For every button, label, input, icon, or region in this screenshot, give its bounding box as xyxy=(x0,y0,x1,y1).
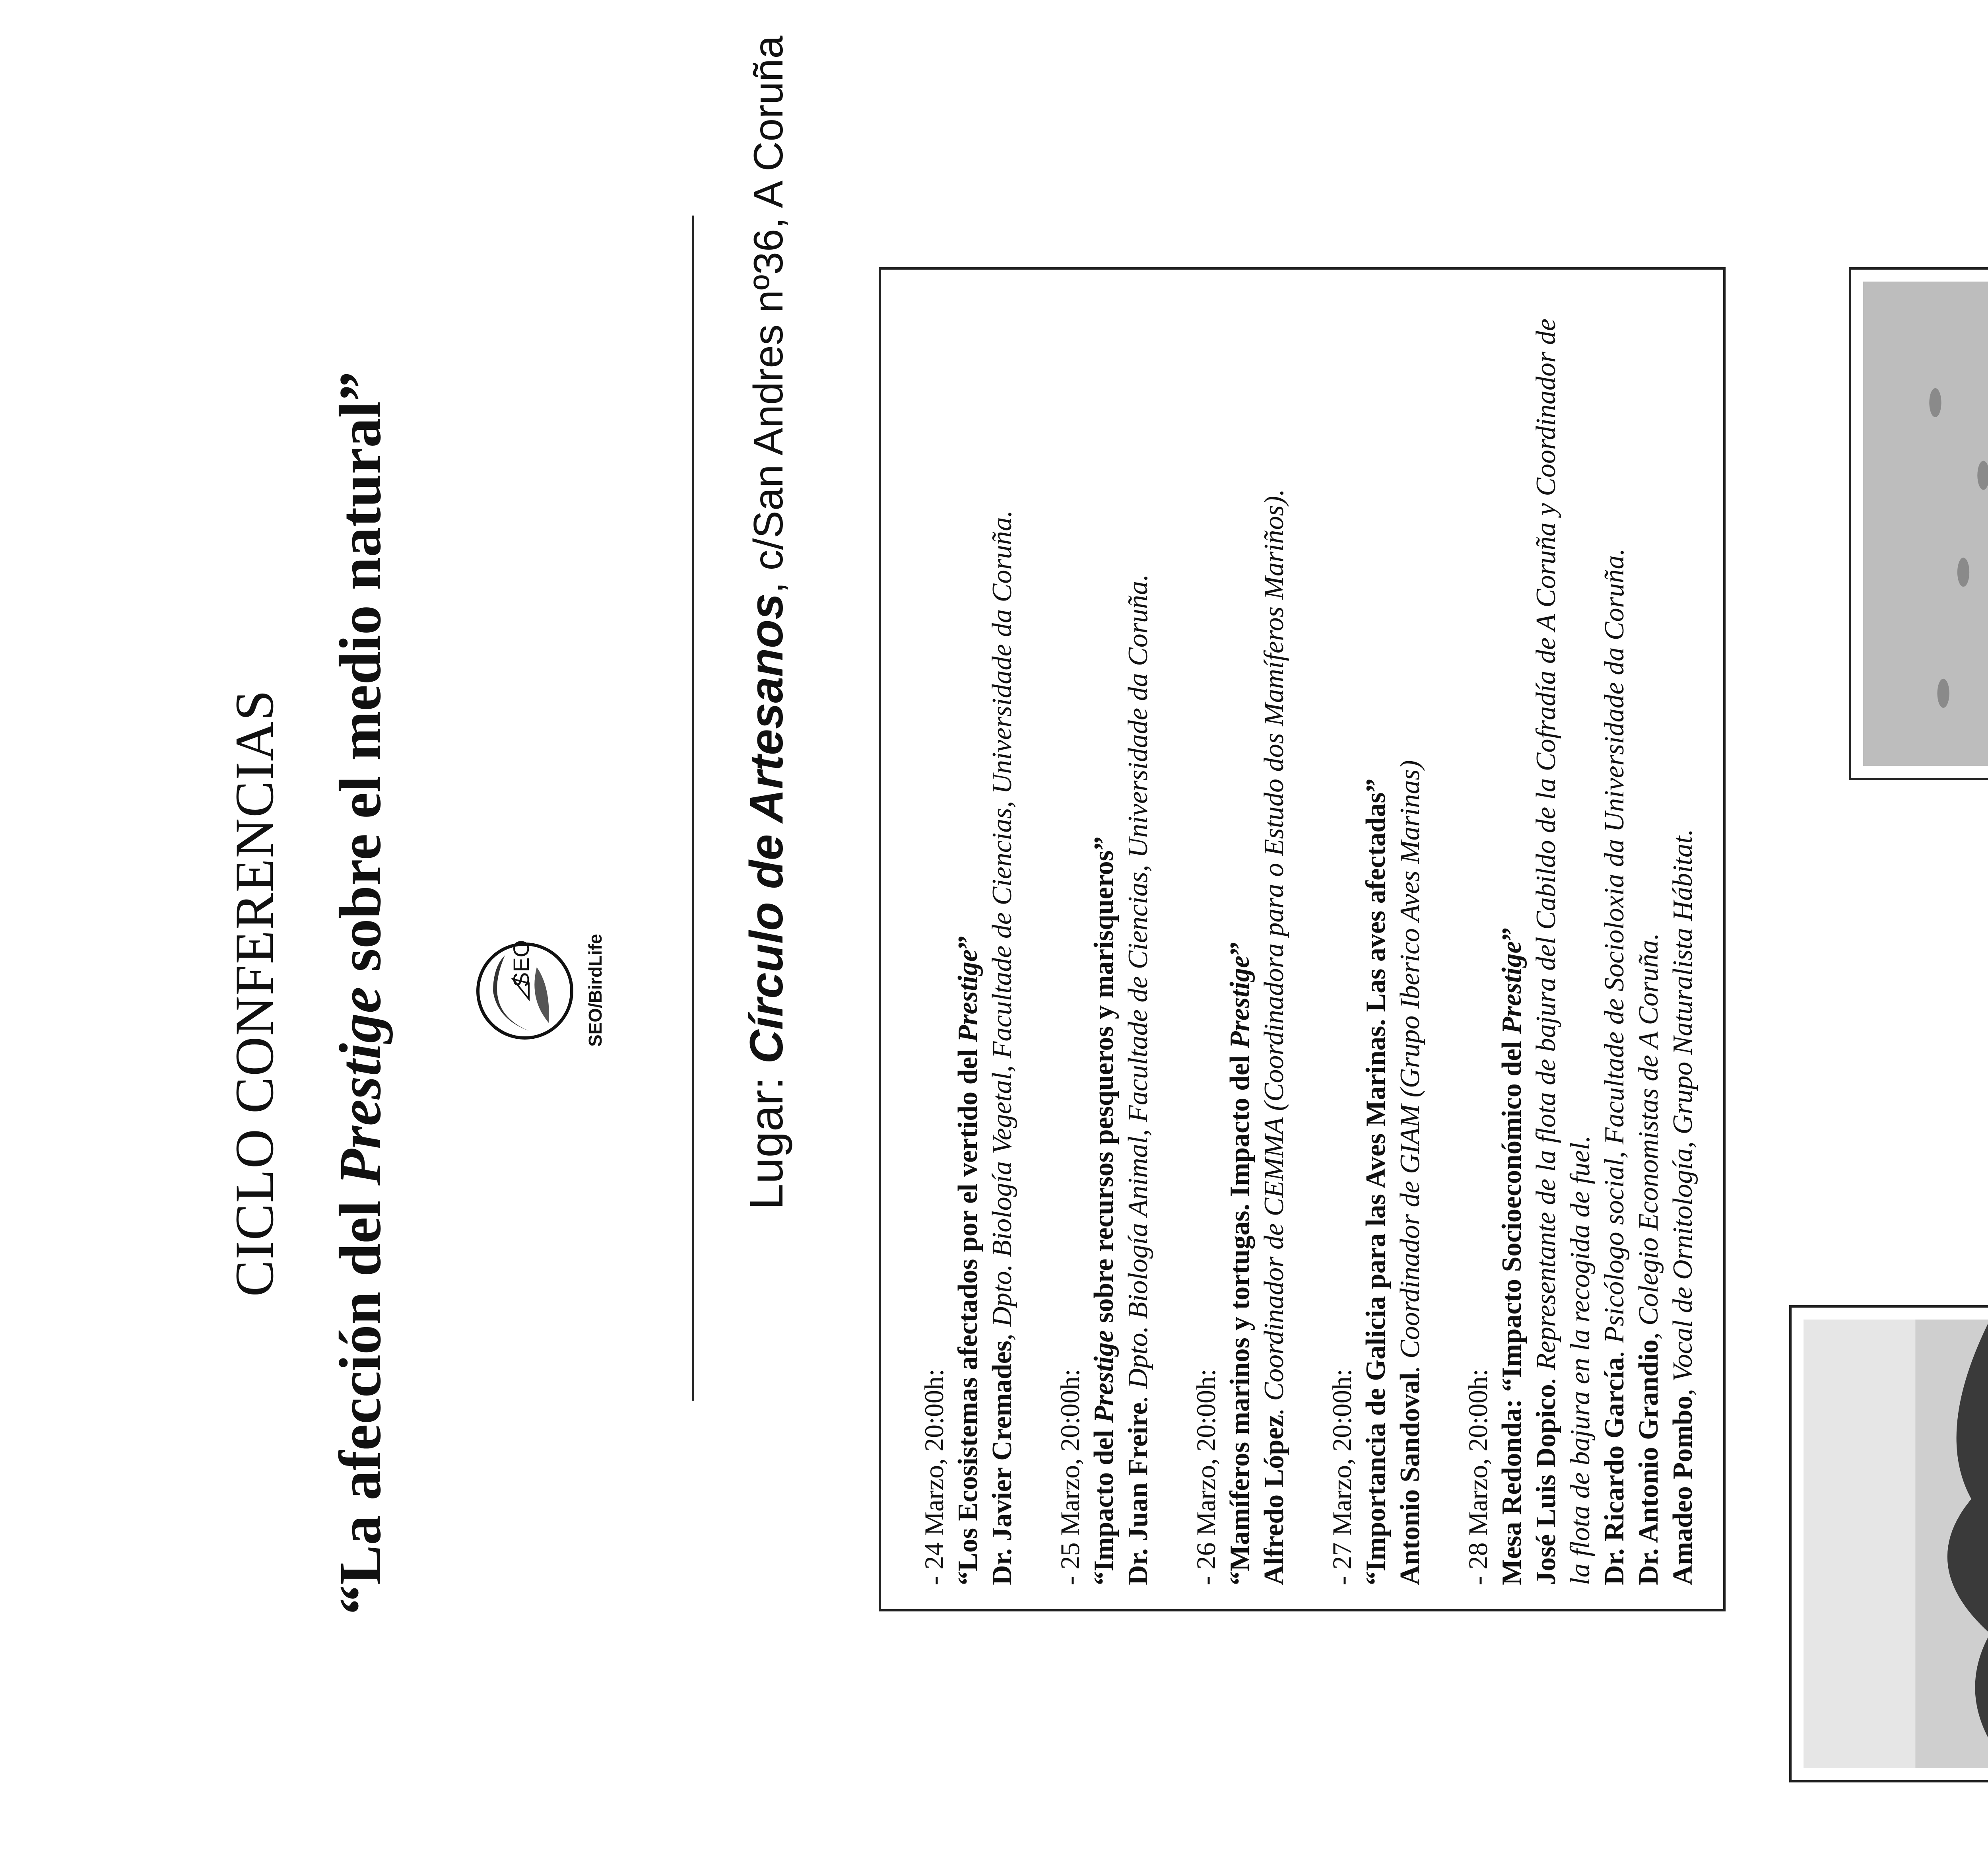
speaker-affiliation: . Coordinador de CEMMA (Coordinadora para o Estudo dos Mamíferos Mariños). xyxy=(1259,489,1289,1415)
speaker-affiliation: . Coordinador de GIAM (Grupo Iberico Aves Marinas) xyxy=(1395,760,1425,1373)
talk-title-text: “Los Ecosistemas afectados por el vertido del xyxy=(953,1042,983,1585)
speaker-affiliation: . Dpto. Biología Animal, Facultade de Ciencias, Universidade da Coruña. xyxy=(1123,574,1153,1403)
speaker-name: Dr. Javier Cremades xyxy=(987,1341,1017,1585)
talk-title-emphasis: Prestige xyxy=(1497,941,1527,1034)
event-date: - 24 Marzo, 20:00h: xyxy=(919,1369,949,1585)
event-speaker xyxy=(1632,297,1666,1585)
subtitle-after: sobre el medio natural” xyxy=(327,371,393,987)
event-item xyxy=(1325,297,1427,1585)
speaker-affiliation: . Psicólogo social, Facultade de Socioloxia da Universidade da Coruña. xyxy=(1599,548,1630,1357)
venue-line xyxy=(740,36,794,1210)
event-speaker xyxy=(1598,297,1632,1585)
event-speaker xyxy=(1121,297,1155,1585)
speaker-affiliation: , Vocal de Ornitología, Grupo Naturalista Hábitat. xyxy=(1668,829,1698,1396)
subtitle-emphasis: Prestige xyxy=(327,987,393,1186)
event-speaker xyxy=(985,297,1019,1585)
event-item xyxy=(917,297,1019,1585)
speaker-affiliation: . Representante de la flota de bajura del Cabildo de la Cofradía de A Coruña y Coordinador de la flota de bajura en la recogida de fuel. xyxy=(1531,319,1596,1585)
event-item xyxy=(1053,297,1155,1585)
logo-caption: SEO/BirdLife xyxy=(585,934,606,1047)
talk-title-text: “Mamíferos marinos y tortugas. Impacto del xyxy=(1225,1048,1255,1585)
speaker-name: Antonio Sandoval xyxy=(1395,1372,1425,1585)
event-item xyxy=(1461,297,1700,1585)
event-item xyxy=(1189,297,1291,1585)
speaker-affiliation: , Dpto. Biología Vegetal, Facultade de Ciencias, Universidade da Coruña. xyxy=(987,510,1017,1341)
divider-rule xyxy=(692,216,694,1401)
speaker-name: Dr. Ricardo García xyxy=(1599,1357,1630,1585)
talk-title-text: “Importancia de Galicia para las Aves Marinas. Las aves afectadas” xyxy=(1361,778,1391,1585)
venue-address: , c/San Andres nº36, A Coruña xyxy=(746,35,792,594)
event-speaker xyxy=(1257,297,1291,1585)
event-date: - 27 Marzo, 20:00h: xyxy=(1327,1369,1357,1585)
speaker-name: Amadeo Pombo xyxy=(1668,1395,1698,1585)
talk-title-text-end: sobre recursos pesqueros y marisqueros” xyxy=(1089,836,1119,1330)
rocky-coast-photo xyxy=(1789,1305,1988,1782)
talk-title-text: “Impacto del xyxy=(1089,1423,1119,1585)
beach-cleanup-photo xyxy=(1849,267,1988,780)
event-talk-title xyxy=(1087,297,1121,1585)
talk-title-emphasis: Prestige xyxy=(1089,1330,1119,1423)
event-talk-title xyxy=(951,297,985,1585)
beach-cleanup-image xyxy=(1863,282,1988,766)
poster-subtitle xyxy=(326,128,394,1858)
event-speaker xyxy=(1529,297,1598,1585)
event-talk-title xyxy=(1495,297,1529,1585)
talk-title-emphasis: Prestige xyxy=(953,949,983,1042)
speaker-name: Alfredo López xyxy=(1259,1415,1289,1585)
talk-title-text-end: ” xyxy=(1225,941,1255,956)
event-speaker xyxy=(1393,297,1427,1585)
speaker-name: José Luis Dopico xyxy=(1531,1384,1561,1585)
events-box xyxy=(879,267,1726,1611)
venue-label: Lugar: xyxy=(740,1063,793,1210)
event-talk-title xyxy=(1223,297,1257,1585)
speaker-name: Dr. Antonio Grandio xyxy=(1633,1339,1664,1585)
event-talk-title xyxy=(1359,297,1393,1585)
speaker-name: Dr. Juan Freire xyxy=(1123,1402,1153,1585)
event-date: - 28 Marzo, 20:00h: xyxy=(1463,1369,1493,1585)
event-date: - 26 Marzo, 20:00h: xyxy=(1191,1369,1221,1585)
subtitle-before: “La afección del xyxy=(327,1186,393,1615)
rocky-coast-image xyxy=(1804,1320,1988,1768)
seo-birdlife-emblem xyxy=(469,935,584,1047)
speaker-affiliation: , Colegio Economistas de A Coruña. xyxy=(1633,933,1664,1340)
venue-place: Círculo de Artesanos xyxy=(740,593,793,1064)
event-date: - 25 Marzo, 20:00h: xyxy=(1055,1369,1085,1585)
poster-title: CICLO CONFERENCIAS xyxy=(224,689,285,1297)
talk-title-text-end: ” xyxy=(953,935,983,950)
talk-title-emphasis: Prestige xyxy=(1225,955,1255,1049)
event-speaker xyxy=(1666,297,1700,1585)
logo-mark-text: SEO xyxy=(509,940,534,987)
seo-birdlife-logo xyxy=(469,935,604,1047)
talk-title-text-end: ” xyxy=(1497,927,1527,941)
talk-title-text: Mesa Redonda: “Impacto Socioeconómico del xyxy=(1497,1034,1527,1585)
